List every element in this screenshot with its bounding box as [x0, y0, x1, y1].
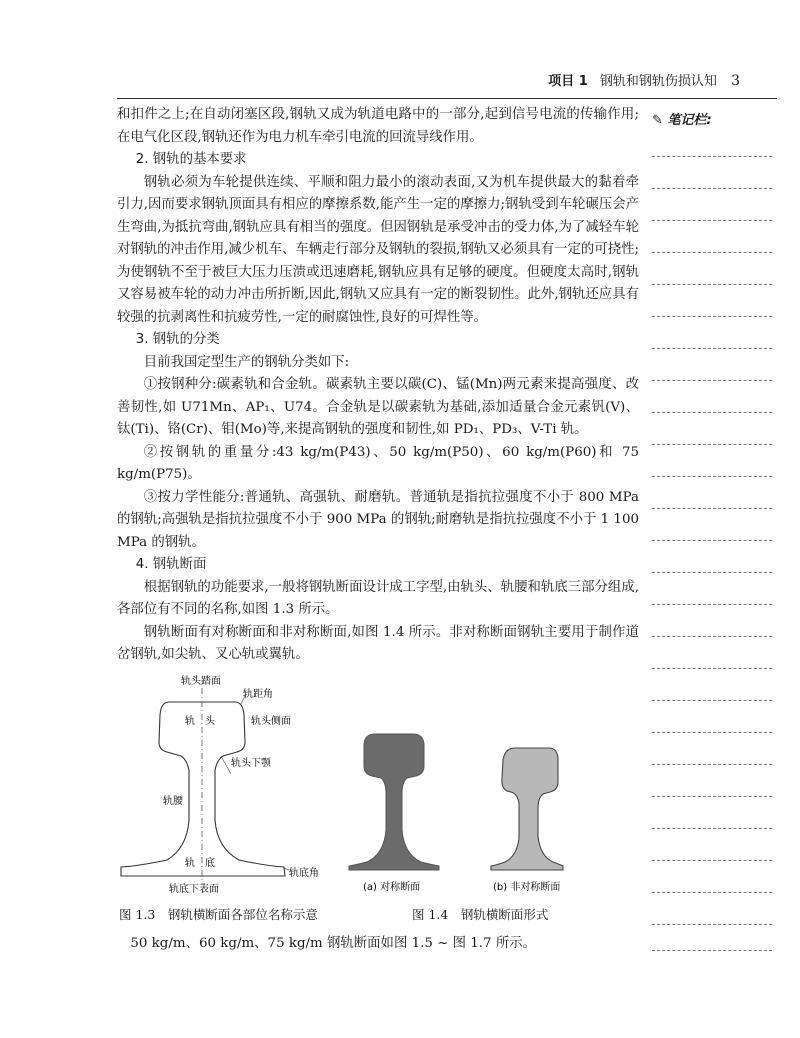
section-heading-3: 3. 钢轨的分类 [135, 332, 220, 347]
jaw-leader [221, 756, 231, 774]
notes-column [652, 110, 778, 950]
note-line [652, 380, 772, 381]
rail-outline [121, 702, 285, 876]
note-line [652, 156, 772, 157]
paragraph-8: 钢轨断面有对称断面和非对称断面,如图 1.4 所示。非对称断面钢轨主要用于制作道岔钢轨,如尖轨、叉心轨或翼轨。 [117, 624, 639, 662]
figure-svg [117, 670, 657, 900]
paragraph-7: 根据钢轨的功能要求,一般将钢轨断面设计成工字型,由轨头、轨腰和轨底三部分组成,各部位有不同的名称,如图 1.3 所示。 [117, 579, 639, 617]
note-line [652, 828, 772, 829]
note-line [652, 508, 772, 509]
note-line [652, 924, 772, 925]
label-under-jaw: 轨头下颚 [231, 758, 271, 769]
main-text [117, 104, 639, 667]
note-line [652, 412, 772, 413]
label-base: 轨 底 [185, 858, 215, 869]
project-label: 项目 1 [548, 74, 588, 89]
symmetric-rail-shape [349, 734, 439, 870]
figure-1-4-caption: 图 1.4 钢轨横断面形式 [412, 907, 549, 922]
note-line [652, 732, 772, 733]
page-number: 3 [731, 73, 740, 89]
note-line [652, 284, 772, 285]
note-line [652, 668, 772, 669]
label-asymmetric: (b) 非对称断面 [493, 882, 561, 893]
label-base-corner: 轨底角 [289, 868, 319, 879]
label-base-bottom: 轨底下表面 [169, 884, 219, 895]
note-line [652, 348, 772, 349]
note-line [652, 892, 772, 893]
figures-area [117, 670, 657, 930]
note-line [652, 188, 772, 189]
note-line [652, 636, 772, 637]
section-heading-2: 2. 钢轨的基本要求 [135, 152, 247, 167]
section-heading-4: 4. 钢轨断面 [135, 557, 207, 572]
label-head-side: 轨头侧面 [251, 716, 291, 727]
note-line [652, 796, 772, 797]
note-line [652, 540, 772, 541]
note-line [652, 316, 772, 317]
paragraph-last: 50 kg/m、60 kg/m、75 kg/m 钢轨断面如图 1.5 ~ 图 1.7 所示。 [130, 936, 536, 951]
label-corner: 轨距角 [243, 689, 273, 700]
page-header [0, 70, 740, 96]
header-rule [117, 98, 777, 99]
note-line [652, 444, 772, 445]
notes-title-text: 笔记栏: [667, 113, 712, 128]
note-line [652, 220, 772, 221]
pen-icon: ✎ [652, 113, 663, 128]
label-symmetric: (a) 对称断面 [363, 882, 421, 893]
notes-title [652, 110, 778, 132]
asymmetric-rail-shape [491, 748, 563, 870]
note-line [652, 604, 772, 605]
note-line [652, 476, 772, 477]
note-line [652, 764, 772, 765]
note-line [652, 572, 772, 573]
chapter-title: 钢轨和钢轨伤损认知 [599, 74, 717, 89]
note-line [652, 700, 772, 701]
paragraph-4: ①按钢种分:碳素轨和合金轨。碳素轨主要以碳(C)、锰(Mn)两元素来提高强度、改善韧性,如 U71Mn、AP₁、U74。合金轨是以碳素轨为基础,添加适量合金元素钒(V)、钛(Ti)、铬(Cr)、钼(Mo)等,来提高钢轨的强度和韧性,如 PD₁、PD₃、V-Ti 轨。 [117, 377, 639, 437]
note-line [652, 950, 772, 951]
paragraph-5: ②按钢轨的重量分:43 kg/m(P43)、50 kg/m(P50)、60 kg/m(P60)和 75 kg/m(P75)。 [117, 444, 639, 482]
label-top-surface: 轨头踏面 [181, 676, 221, 687]
label-web: 轨腰 [163, 796, 183, 807]
paragraph-1: 和扣件之上;在自动闭塞区段,钢轨又成为轨道电路中的一部分,起到信号电流的传输作用;在电气化区段,钢轨还作为电力机车牵引电流的回流导线作用。 [117, 107, 639, 145]
note-line [652, 860, 772, 861]
label-head: 轨 头 [185, 716, 215, 727]
figure-1-3-caption: 图 1.3 钢轨横断面各部位名称示意 [119, 907, 318, 922]
note-line [652, 252, 772, 253]
paragraph-6: ③按力学性能分:普通轨、高强轨、耐磨轨。普通轨是指抗拉强度不小于 800 MPa 的钢轨;高强轨是指抗拉强度不小于 900 MPa 的钢轨;耐磨轨是指抗拉强度不小于 1 100 MPa 的钢轨。 [117, 489, 639, 550]
paragraph-3: 目前我国定型生产的钢轨分类如下: [143, 354, 350, 370]
paragraph-2: 钢轨必须为车轮提供连续、平顺和阻力最小的滚动表面,又为机车提供最大的黏着牵引力,因而要求钢轨顶面具有相应的摩擦系数,能产生一定的摩擦力;钢轨受到车轮碾压会产生弯曲,为抵抗弯曲,钢轨应具有相当的强度。但因钢轨是承受冲击的受力体,为了减轻车轮对钢轨的冲击作用,减少机车、车辆走行部分及钢轨的裂损,钢轨又必须具有一定的可挠性;为使钢轨不至于被巨大压力压溃或迅速磨耗,钢轨应具有足够的硬度。但硬度太高时,钢轨又容易被车轮的动力冲击所折断,因此,钢轨又应具有一定的断裂韧性。此外,钢轨还应具有较强的抗剥离性和抗疲劳性,一定的耐腐蚀性,良好的可焊性等。 [117, 174, 639, 325]
